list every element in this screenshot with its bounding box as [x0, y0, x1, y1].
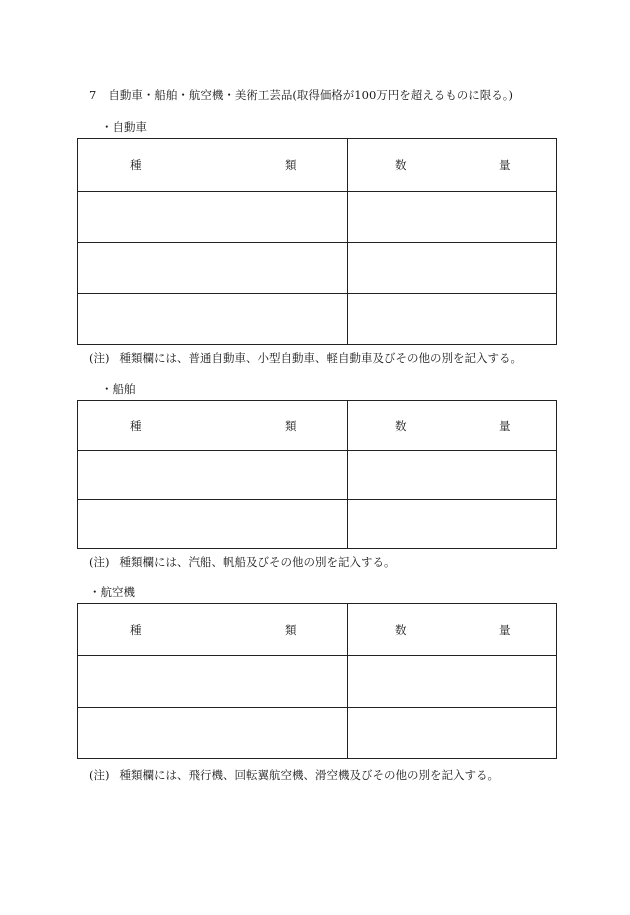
quantity-header-cell — [348, 604, 557, 656]
table-row — [78, 243, 557, 294]
kind-cell[interactable] — [78, 294, 348, 345]
kind-header-cell — [78, 401, 348, 451]
kind-cell[interactable] — [78, 500, 348, 549]
table-header-row — [78, 604, 557, 656]
quantity-cell[interactable] — [348, 192, 557, 243]
note-text: 種類欄には、飛行機、回転翼航空機、滑空機及びその他の別を記入する。 — [119, 768, 499, 782]
quantity-header-cell — [348, 401, 557, 451]
table-row — [78, 451, 557, 500]
table-row — [78, 708, 557, 759]
table-header-row — [78, 139, 557, 192]
kind-cell[interactable] — [78, 192, 348, 243]
kind-cell[interactable] — [78, 708, 348, 759]
quantity-header-left: 数 — [395, 622, 407, 637]
note-label: (注) — [89, 768, 110, 782]
automobile-note — [89, 350, 522, 366]
note-label: (注) — [89, 555, 110, 569]
table-header-row — [78, 401, 557, 451]
note-text: 種類欄には、普通自動車、小型自動車、軽自動車及びその他の別を記入する。 — [119, 351, 522, 365]
kind-header-left: 種 — [130, 418, 142, 433]
note-text: 種類欄には、汽船、帆船及びその他の別を記入する。 — [119, 555, 396, 569]
automobile-table — [77, 138, 557, 345]
quantity-header-cell — [348, 139, 557, 192]
quantity-cell[interactable] — [348, 243, 557, 294]
section-heading — [89, 87, 513, 103]
subsection-label-automobile: ・自動車 — [101, 120, 147, 134]
kind-header-left: 種 — [130, 622, 142, 637]
ship-table — [77, 400, 557, 549]
note-label: (注) — [89, 351, 110, 365]
quantity-cell[interactable] — [348, 500, 557, 549]
subsection-label-aircraft: ・航空機 — [89, 585, 135, 599]
kind-header-right: 類 — [285, 158, 297, 172]
table-row — [78, 656, 557, 708]
quantity-cell[interactable] — [348, 294, 557, 345]
subsection-label-ship: ・船舶 — [101, 382, 136, 396]
kind-header-right: 類 — [285, 622, 297, 637]
ship-note — [89, 554, 395, 570]
kind-header-left: 種 — [130, 158, 142, 172]
table-row — [78, 294, 557, 345]
kind-header-cell — [78, 139, 348, 192]
table-row — [78, 500, 557, 549]
quantity-header-left: 数 — [395, 418, 407, 433]
section-number: 7 — [89, 88, 97, 102]
kind-cell[interactable] — [78, 451, 348, 500]
section-title: 自動車・船舶・航空機・美術工芸品(取得価格が100万円を超えるものに限る。) — [108, 88, 513, 102]
quantity-header-right: 量 — [499, 418, 511, 433]
quantity-cell[interactable] — [348, 708, 557, 759]
kind-header-right: 類 — [285, 418, 297, 433]
aircraft-note — [89, 767, 499, 783]
quantity-header-right: 量 — [499, 622, 511, 637]
quantity-cell[interactable] — [348, 656, 557, 708]
quantity-header-left: 数 — [395, 158, 407, 172]
kind-header-cell — [78, 604, 348, 656]
kind-cell[interactable] — [78, 243, 348, 294]
kind-cell[interactable] — [78, 656, 348, 708]
quantity-cell[interactable] — [348, 451, 557, 500]
quantity-header-right: 量 — [499, 158, 511, 172]
table-row — [78, 192, 557, 243]
aircraft-table — [77, 603, 557, 759]
